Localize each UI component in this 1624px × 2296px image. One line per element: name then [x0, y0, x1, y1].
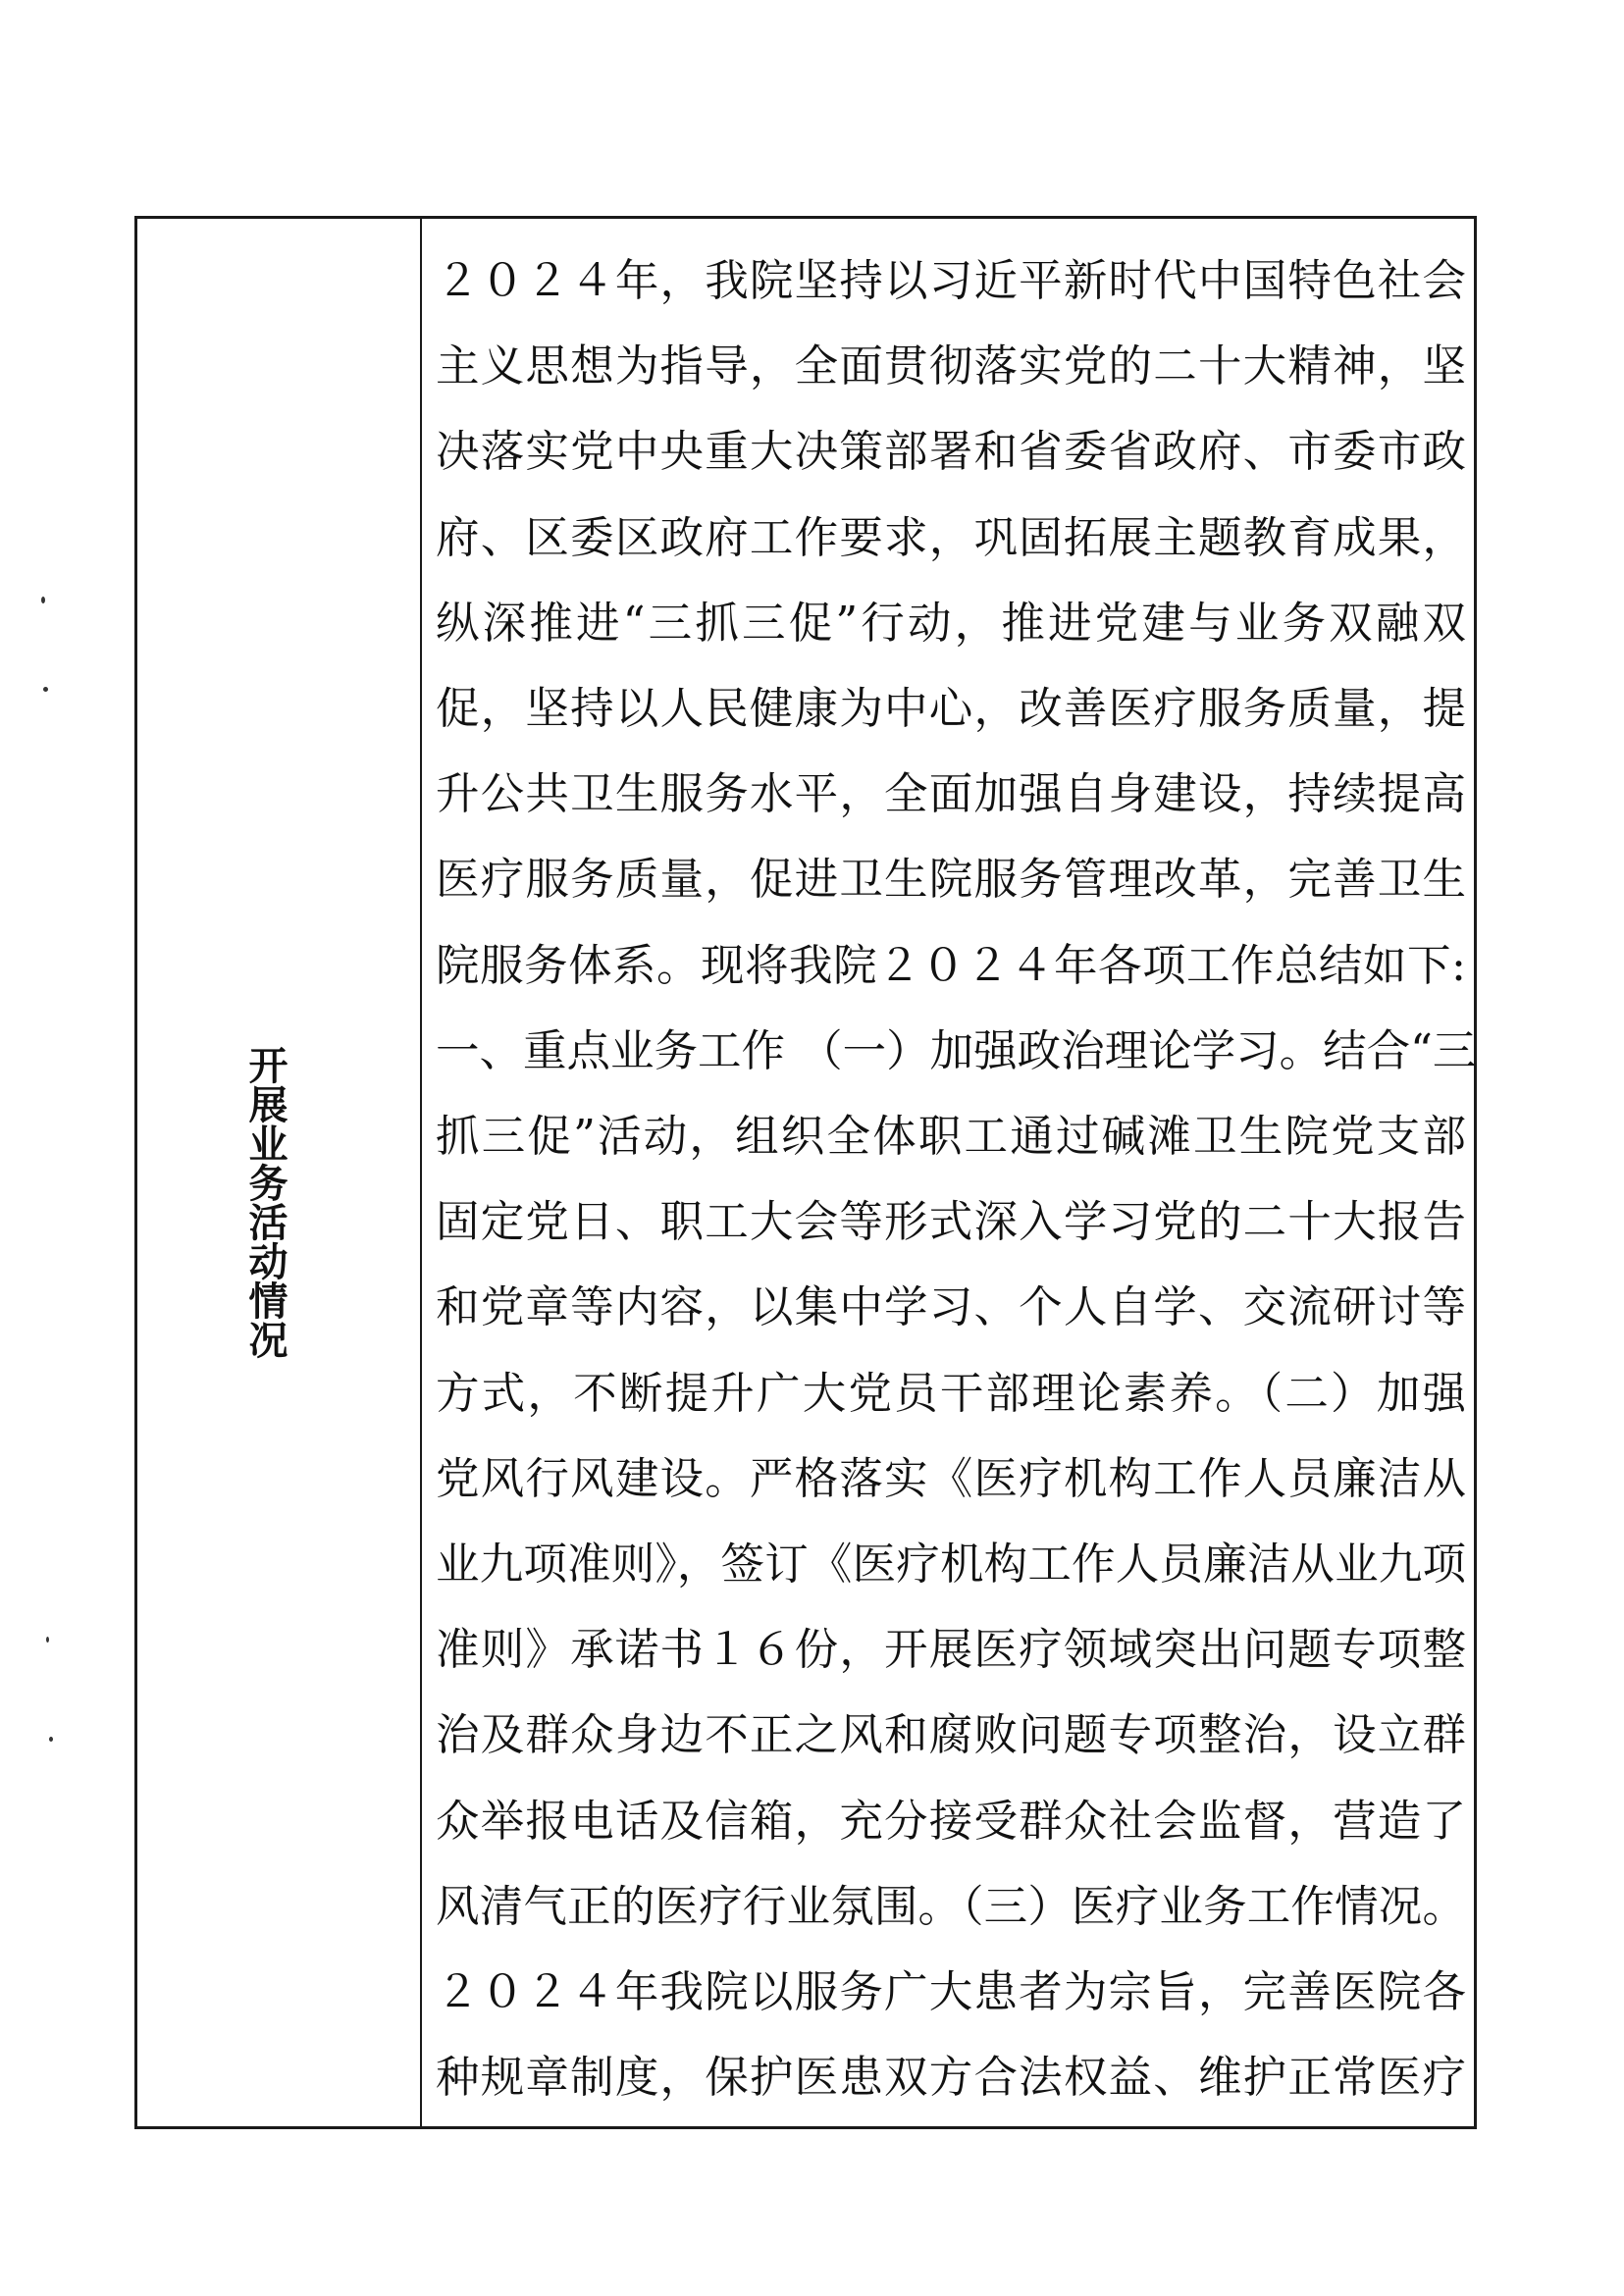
text-line: 和党章等内容，以集中学习、个人自学、交流研讨等	[436, 1282, 1466, 1333]
text-line: 决落实党中央重大决策部署和省委省政府、市委市政	[436, 427, 1466, 478]
text-line: 纵深推进“三抓三促”行动，推进党建与业务双融双	[436, 598, 1466, 649]
scan-speck	[41, 597, 45, 603]
text-line: 院服务体系。现将我院２０２４年各项工作总结如下:	[436, 940, 1466, 991]
text-line: 府、区委区政府工作要求，巩固拓展主题教育成果，	[436, 512, 1466, 563]
text-line: 医疗服务质量，促进卫生院服务管理改革，完善卫生	[436, 855, 1466, 906]
text-line: 业九项准则》，签订《医疗机构工作人员廉洁从业九项	[436, 1539, 1466, 1591]
scan-speck	[49, 1737, 53, 1742]
text-line: 众举报电话及信箱，充分接受群众社会监督，营造了	[436, 1796, 1466, 1847]
text-line: 主义思想为指导，全面贯彻落实党的二十大精神，坚	[436, 341, 1466, 392]
text-line: ２０２４年，我院坚持以习近平新时代中国特色社会	[436, 256, 1466, 306]
text-line: 风清气正的医疗行业氛围。（三）医疗业务工作情况。	[436, 1881, 1466, 1932]
form-table	[134, 216, 1477, 2129]
scan-speck	[43, 687, 48, 692]
scan-speck	[46, 1637, 49, 1643]
text-line: ２０２４年我院以服务广大患者为宗旨，完善医院各	[436, 1967, 1466, 2018]
text-line: 治及群众身边不正之风和腐败问题专项整治，设立群	[436, 1710, 1466, 1761]
text-line: 党风行风建设。严格落实《医疗机构工作人员廉洁从	[436, 1453, 1466, 1504]
text-line: 准则》承诺书１６份，开展医疗领域突出问题专项整	[436, 1625, 1466, 1676]
body-text	[436, 238, 1477, 2120]
text-line: 促，坚持以人民健康为中心，改善医疗服务质量，提	[436, 684, 1466, 735]
text-line: 一、重点业务工作 （一）加强政治理论学习。结合“三	[436, 1025, 1477, 1076]
content-column	[422, 219, 1477, 2126]
label-column	[137, 219, 422, 2126]
text-line: 种规章制度，保护医患双方合法权益、维护正常医疗	[436, 2053, 1466, 2104]
text-line: 方式，不断提升广大党员干部理论素养。（二）加强	[436, 1368, 1466, 1419]
section-label: 开展业务活动情况	[242, 1045, 288, 1359]
text-line: 抓三促”活动，组织全体职工通过碱滩卫生院党支部	[436, 1112, 1466, 1163]
text-line: 升公共卫生服务水平，全面加强自身建设，持续提高	[436, 769, 1466, 820]
text-line: 固定党日、职工大会等形式深入学习党的二十大报告	[436, 1197, 1466, 1248]
